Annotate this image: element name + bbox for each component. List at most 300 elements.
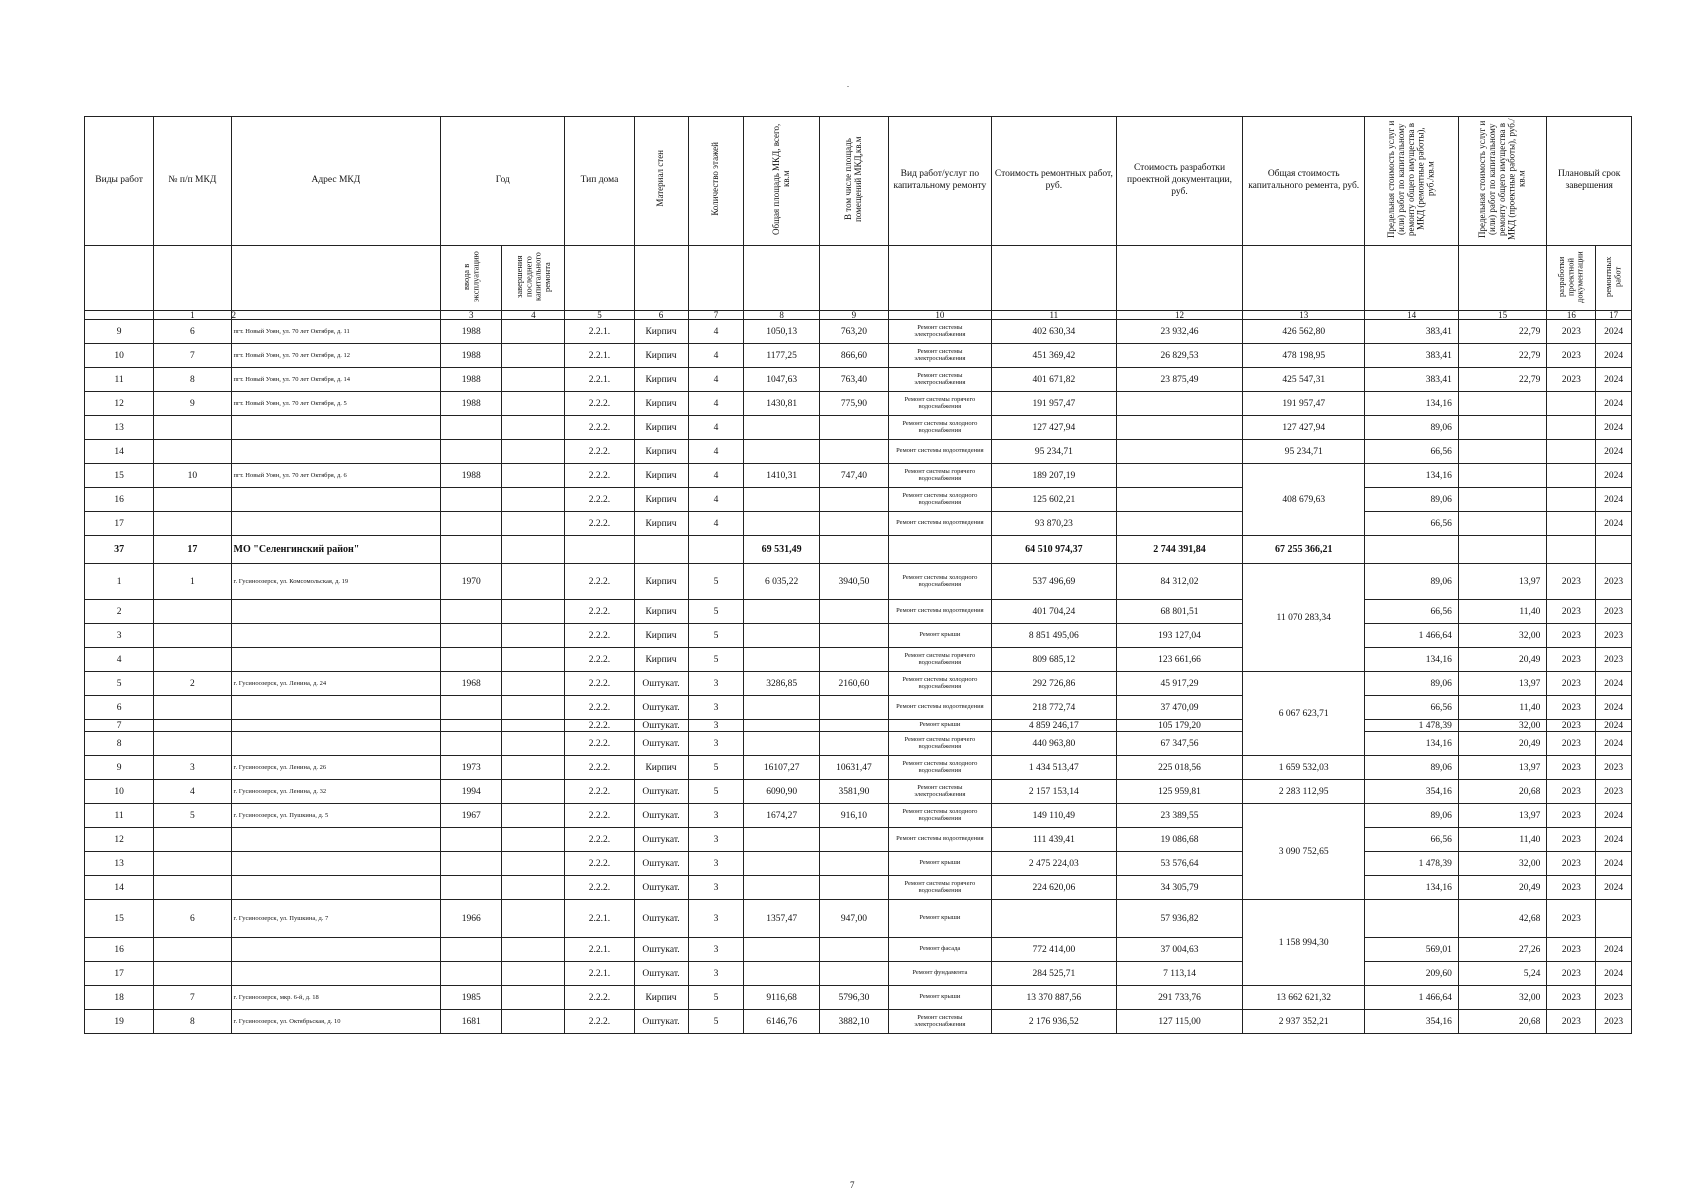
cell-deadline-repair: 2024 [1596,512,1632,536]
cell-area-premises: 916,10 [819,804,888,828]
cell-year-commission [441,536,502,564]
cell-address [231,648,441,672]
cell-house-type: 2.2.2. [565,720,634,732]
cell-area-premises [819,876,888,900]
cell-cost-repair: 284 525,71 [991,962,1116,986]
cell-area-premises: 947,00 [819,900,888,938]
cell-cost-repair: 125 602,21 [991,488,1116,512]
cell-mkd-no: 9 [154,392,231,416]
table-row [85,900,1632,938]
cell-year-last-repair [502,900,565,938]
cell-year-commission: 1966 [441,900,502,938]
cell-limit-repair: 1 466,64 [1365,624,1459,648]
cell-work-kind: Ремонт системы водоотведения [888,512,991,536]
cell-year-last-repair [502,392,565,416]
cell-floors: 5 [688,624,744,648]
cell-area-total: 16107,27 [744,756,819,780]
cell-deadline-repair: 2023 [1596,986,1632,1010]
cell-cost-total: 408 679,63 [1243,464,1365,536]
cell-work-type-no: 10 [85,344,154,368]
cell-wall-material: Кирпич [634,512,688,536]
col-header-number: № п/п МКД [154,117,231,246]
cell-wall-material: Оштукат. [634,696,688,720]
cell-address [231,852,441,876]
cell-mkd-no [154,648,231,672]
cell-area-total: 1047,63 [744,368,819,392]
cell-deadline-design: 2023 [1547,938,1596,962]
cell-wall-material: Кирпич [634,440,688,464]
cell-wall-material: Оштукат. [634,732,688,756]
cell-address [231,732,441,756]
cell-area-premises [819,512,888,536]
cell-cost-repair: 191 957,47 [991,392,1116,416]
table-row [85,828,1632,852]
cell-deadline-repair: 2023 [1596,624,1632,648]
cell-cost-design: 23 389,55 [1116,804,1242,828]
cell-work-type-no: 6 [85,696,154,720]
cell-cost-total: 2 283 112,95 [1243,780,1365,804]
cell-deadline-repair: 2024 [1596,464,1632,488]
cell-area-total: 3286,85 [744,672,819,696]
cell-deadline-design: 2023 [1547,900,1596,938]
cell-area-total [744,488,819,512]
cell-address: пгт. Новый Уоян, ул. 70 лет Октября, д. 11 [231,320,441,344]
cell-deadline-repair: 2024 [1596,344,1632,368]
col-header-work-kind: Вид работ/услуг по капитальному ремонту [888,117,991,246]
cell-work-type-no: 5 [85,672,154,696]
cell-year-commission [441,962,502,986]
cell-area-premises: 866,60 [819,344,888,368]
cell-area-premises [819,938,888,962]
cell-year-commission [441,876,502,900]
cell-deadline-repair [1596,900,1632,938]
cell-area-premises [819,852,888,876]
cell-limit-repair: 354,16 [1365,780,1459,804]
cell-cost-repair: 224 620,06 [991,876,1116,900]
cell-cost-design: 67 347,56 [1116,732,1242,756]
cell-wall-material: Кирпич [634,416,688,440]
cell-limit-repair: 89,06 [1365,416,1459,440]
cell-cost-design [1116,464,1242,488]
cell-wall-material: Оштукат. [634,852,688,876]
cell-limit-repair: 354,16 [1365,1010,1459,1034]
col-header-year-commission: ввода в эксплуатацию [460,251,481,302]
cell-cost-repair: 8 851 495,06 [991,624,1116,648]
cell-floors: 3 [688,804,744,828]
table-row [85,536,1632,564]
cell-cost-design: 19 086,68 [1116,828,1242,852]
cell-wall-material: Оштукат. [634,938,688,962]
cell-cost-design: 2 744 391,84 [1116,536,1242,564]
cell-wall-material: Оштукат. [634,804,688,828]
cell-wall-material: Кирпич [634,368,688,392]
cell-cost-design: 225 018,56 [1116,756,1242,780]
cell-mkd-no: 4 [154,780,231,804]
cell-deadline-repair: 2024 [1596,696,1632,720]
cell-limit-repair: 569,01 [1365,938,1459,962]
table-row [85,780,1632,804]
cell-limit-repair: 1 478,39 [1365,720,1459,732]
cell-year-commission: 1994 [441,780,502,804]
cell-cost-design: 37 470,09 [1116,696,1242,720]
table-header [85,117,1632,320]
column-number-cell: 14 [1365,311,1459,320]
column-number-cell: 13 [1243,311,1365,320]
cell-year-last-repair [502,512,565,536]
cell-deadline-design: 2023 [1547,780,1596,804]
cell-work-type-no: 12 [85,392,154,416]
cell-limit-repair: 89,06 [1365,564,1459,600]
cell-work-type-no: 16 [85,938,154,962]
cell-mkd-no: 7 [154,986,231,1010]
cell-cost-design: 23 875,49 [1116,368,1242,392]
capital-repair-table [84,116,1632,1034]
cell-limit-design: 22,79 [1458,320,1547,344]
cell-mkd-no [154,600,231,624]
cell-floors: 4 [688,368,744,392]
cell-area-total: 1177,25 [744,344,819,368]
cell-work-type-no: 3 [85,624,154,648]
cell-area-total: 6146,76 [744,1010,819,1034]
cell-cost-design: 105 179,20 [1116,720,1242,732]
cell-house-type: 2.2.2. [565,780,634,804]
cell-year-last-repair [502,828,565,852]
cell-limit-design: 27,26 [1458,938,1547,962]
col-header-deadline-repair: ремонтных работ [1603,256,1623,297]
cell-work-type-no: 9 [85,756,154,780]
cell-area-total [744,938,819,962]
cell-mkd-no: 10 [154,464,231,488]
column-number-cell: 2 [231,311,441,320]
cell-deadline-design [1547,464,1596,488]
cell-wall-material: Оштукат. [634,780,688,804]
cell-work-kind: Ремонт системы холодного водоснабжения [888,756,991,780]
cell-limit-repair: 66,56 [1365,512,1459,536]
cell-cost-design: 125 959,81 [1116,780,1242,804]
cell-address: г. Гусиноозерск, ул. Октябрьская, д. 10 [231,1010,441,1034]
capital-repair-table-sheet [84,116,1632,1034]
cell-wall-material: Оштукат. [634,828,688,852]
cell-year-commission [441,732,502,756]
cell-deadline-design: 2023 [1547,648,1596,672]
cell-work-type-no: 11 [85,804,154,828]
cell-cost-design: 123 661,66 [1116,648,1242,672]
table-row [85,464,1632,488]
cell-floors: 5 [688,600,744,624]
cell-cost-repair: 292 726,86 [991,672,1116,696]
cell-cost-repair: 537 496,69 [991,564,1116,600]
cell-floors: 3 [688,962,744,986]
cell-area-total: 6 035,22 [744,564,819,600]
cell-limit-design: 11,40 [1458,600,1547,624]
cell-cost-design: 291 733,76 [1116,986,1242,1010]
cell-area-total [744,440,819,464]
cell-mkd-no [154,720,231,732]
cell-house-type: 2.2.2. [565,804,634,828]
cell-cost-total: 67 255 366,21 [1243,536,1365,564]
cell-floors: 4 [688,320,744,344]
cell-area-premises: 10631,47 [819,756,888,780]
cell-floors [688,536,744,564]
cell-work-kind: Ремонт системы горячего водоснабжения [888,732,991,756]
cell-year-commission: 1973 [441,756,502,780]
cell-deadline-design [1547,512,1596,536]
cell-house-type: 2.2.2. [565,672,634,696]
cell-address: пгт. Новый Уоян, ул. 70 лет Октября, д. 14 [231,368,441,392]
cell-work-kind: Ремонт системы холодного водоснабжения [888,672,991,696]
cell-area-total [744,720,819,732]
cell-work-kind: Ремонт системы электроснабжения [888,344,991,368]
cell-cost-repair: 149 110,49 [991,804,1116,828]
cell-deadline-design: 2023 [1547,368,1596,392]
cell-cost-design: 127 115,00 [1116,1010,1242,1034]
cell-work-kind: Ремонт системы горячего водоснабжения [888,648,991,672]
cell-work-kind: Ремонт системы электроснабжения [888,1010,991,1034]
cell-cost-repair: 127 427,94 [991,416,1116,440]
cell-floors: 4 [688,392,744,416]
cell-limit-design: 11,40 [1458,696,1547,720]
cell-work-kind: Ремонт системы горячего водоснабжения [888,464,991,488]
cell-area-premises: 763,20 [819,320,888,344]
cell-floors: 4 [688,464,744,488]
cell-floors: 3 [688,900,744,938]
cell-cost-total: 11 070 283,34 [1243,564,1365,672]
cell-deadline-repair: 2024 [1596,320,1632,344]
cell-year-last-repair [502,416,565,440]
cell-work-kind: Ремонт системы электроснабжения [888,320,991,344]
cell-floors: 4 [688,440,744,464]
cell-cost-repair: 95 234,71 [991,440,1116,464]
cell-area-premises: 763,40 [819,368,888,392]
cell-work-kind: Ремонт системы холодного водоснабжения [888,804,991,828]
cell-year-commission: 1988 [441,392,502,416]
cell-area-premises [819,732,888,756]
cell-deadline-design: 2023 [1547,564,1596,600]
table-row [85,648,1632,672]
cell-year-last-repair [502,720,565,732]
column-number-cell: 7 [688,311,744,320]
cell-year-last-repair [502,344,565,368]
cell-floors: 3 [688,852,744,876]
cell-limit-design: 22,79 [1458,368,1547,392]
cell-year-commission: 1681 [441,1010,502,1034]
table-row [85,876,1632,900]
cell-cost-total: 95 234,71 [1243,440,1365,464]
column-number-cell: 12 [1116,311,1242,320]
cell-house-type: 2.2.2. [565,876,634,900]
cell-work-kind: Ремонт системы электроснабжения [888,368,991,392]
cell-address: г. Гусиноозерск, ул. Ленина, д. 26 [231,756,441,780]
cell-year-commission [441,828,502,852]
cell-address: МО "Селенгинский район" [231,536,441,564]
cell-wall-material: Оштукат. [634,876,688,900]
table-row [85,564,1632,600]
cell-area-premises [819,828,888,852]
column-number-cell: 3 [441,311,502,320]
cell-house-type: 2.2.2. [565,986,634,1010]
cell-cost-repair: 93 870,23 [991,512,1116,536]
cell-cost-design [1116,488,1242,512]
cell-deadline-design: 2023 [1547,756,1596,780]
col-header-area-premises: В том числе площадь помещений МКД,кв.м [842,135,863,222]
cell-work-kind: Ремонт системы холодного водоснабжения [888,564,991,600]
cell-limit-design [1458,440,1547,464]
cell-area-total: 9116,68 [744,986,819,1010]
page-number: 7 [850,1180,855,1190]
cell-house-type: 2.2.2. [565,732,634,756]
col-header-year: Год [441,117,565,246]
cell-wall-material: Кирпич [634,464,688,488]
cell-cost-design: 84 312,02 [1116,564,1242,600]
cell-limit-repair: 89,06 [1365,488,1459,512]
cell-cost-repair: 401 704,24 [991,600,1116,624]
cell-cost-design [1116,440,1242,464]
cell-floors: 3 [688,672,744,696]
cell-cost-design: 34 305,79 [1116,876,1242,900]
cell-area-total [744,512,819,536]
cell-work-type-no: 18 [85,986,154,1010]
cell-house-type: 2.2.1. [565,938,634,962]
cell-work-kind: Ремонт системы водоотведения [888,828,991,852]
cell-year-last-repair [502,488,565,512]
cell-year-last-repair [502,464,565,488]
cell-work-type-no: 17 [85,962,154,986]
cell-area-premises [819,648,888,672]
col-header-deadline-design: разработки проектной документации [1556,250,1585,303]
cell-house-type: 2.2.2. [565,600,634,624]
cell-work-type-no: 37 [85,536,154,564]
cell-address [231,938,441,962]
cell-work-type-no: 12 [85,828,154,852]
cell-area-premises [819,416,888,440]
cell-area-total: 1674,27 [744,804,819,828]
cell-year-last-repair [502,804,565,828]
cell-work-kind: Ремонт системы водоотведения [888,600,991,624]
cell-limit-design: 22,79 [1458,344,1547,368]
col-header-wall-material: Материал стен [655,150,666,207]
cell-area-premises [819,440,888,464]
cell-year-commission: 1970 [441,564,502,600]
cell-work-type-no: 2 [85,600,154,624]
cell-house-type: 2.2.2. [565,756,634,780]
cell-deadline-design: 2023 [1547,876,1596,900]
cell-year-commission [441,624,502,648]
cell-wall-material: Кирпич [634,320,688,344]
cell-year-commission [441,720,502,732]
cell-wall-material [634,536,688,564]
cell-address: г. Гусиноозерск, ул. Пушкина, д. 7 [231,900,441,938]
cell-area-premises: 3940,50 [819,564,888,600]
cell-mkd-no: 8 [154,368,231,392]
column-number-cell: 16 [1547,311,1596,320]
cell-deadline-repair: 2024 [1596,368,1632,392]
cell-mkd-no [154,938,231,962]
cell-floors: 5 [688,780,744,804]
cell-limit-design: 32,00 [1458,986,1547,1010]
cell-deadline-repair: 2023 [1596,600,1632,624]
col-header-work-types: Виды работ [85,117,154,246]
cell-address: пгт. Новый Уоян, ул. 70 лет Октября, д. 6 [231,464,441,488]
cell-year-commission [441,416,502,440]
cell-cost-total: 2 937 352,21 [1243,1010,1365,1034]
cell-year-last-repair [502,986,565,1010]
cell-deadline-repair: 2024 [1596,392,1632,416]
cell-year-commission: 1988 [441,320,502,344]
cell-deadline-design: 2023 [1547,986,1596,1010]
cell-floors: 4 [688,488,744,512]
table-row [85,392,1632,416]
cell-address [231,600,441,624]
cell-cost-design: 53 576,64 [1116,852,1242,876]
cell-limit-design: 20,68 [1458,1010,1547,1034]
cell-year-commission: 1988 [441,368,502,392]
cell-area-premises [819,536,888,564]
col-header-cost-total: Общая стоимость капитального ремента, руб. [1243,117,1365,246]
cell-deadline-repair: 2024 [1596,962,1632,986]
cell-deadline-repair: 2024 [1596,720,1632,732]
cell-house-type: 2.2.2. [565,828,634,852]
cell-limit-design [1458,512,1547,536]
cell-year-commission [441,440,502,464]
column-number-cell: 4 [502,311,565,320]
cell-year-last-repair [502,564,565,600]
cell-deadline-design: 2023 [1547,804,1596,828]
column-number-cell: 8 [744,311,819,320]
cell-mkd-no [154,962,231,986]
cell-area-total: 69 531,49 [744,536,819,564]
cell-deadline-design: 2023 [1547,852,1596,876]
table-row [85,720,1632,732]
column-number-cell: 9 [819,311,888,320]
cell-deadline-design [1547,416,1596,440]
cell-mkd-no [154,624,231,648]
cell-limit-design: 42,68 [1458,900,1547,938]
cell-year-commission [441,512,502,536]
cell-limit-repair: 134,16 [1365,732,1459,756]
cell-deadline-repair: 2024 [1596,852,1632,876]
cell-year-commission: 1985 [441,986,502,1010]
cell-address [231,720,441,732]
cell-deadline-design: 2023 [1547,962,1596,986]
cell-area-premises [819,696,888,720]
cell-work-type-no: 8 [85,732,154,756]
cell-limit-design [1458,488,1547,512]
cell-work-kind: Ремонт фасада [888,938,991,962]
cell-work-type-no: 16 [85,488,154,512]
cell-house-type: 2.2.1. [565,368,634,392]
cell-limit-repair: 66,56 [1365,696,1459,720]
cell-deadline-repair: 2024 [1596,732,1632,756]
cell-cost-design: 7 113,14 [1116,962,1242,986]
table-row [85,962,1632,986]
cell-work-kind: Ремонт системы холодного водоснабжения [888,488,991,512]
cell-mkd-no: 6 [154,900,231,938]
col-header-deadline: Плановый срок завершения [1547,117,1632,246]
cell-cost-repair: 2 157 153,14 [991,780,1116,804]
cell-deadline-design: 2023 [1547,732,1596,756]
cell-work-type-no: 4 [85,648,154,672]
cell-area-total: 1410,31 [744,464,819,488]
cell-mkd-no: 3 [154,756,231,780]
cell-area-premises: 3882,10 [819,1010,888,1034]
cell-area-total [744,648,819,672]
cell-area-premises: 5796,30 [819,986,888,1010]
column-number-cell: 11 [991,311,1116,320]
cell-address: г. Гусиноозерск, мкр. 6-й, д. 18 [231,986,441,1010]
cell-cost-repair: 189 207,19 [991,464,1116,488]
cell-work-kind [888,536,991,564]
cell-mkd-no: 2 [154,672,231,696]
